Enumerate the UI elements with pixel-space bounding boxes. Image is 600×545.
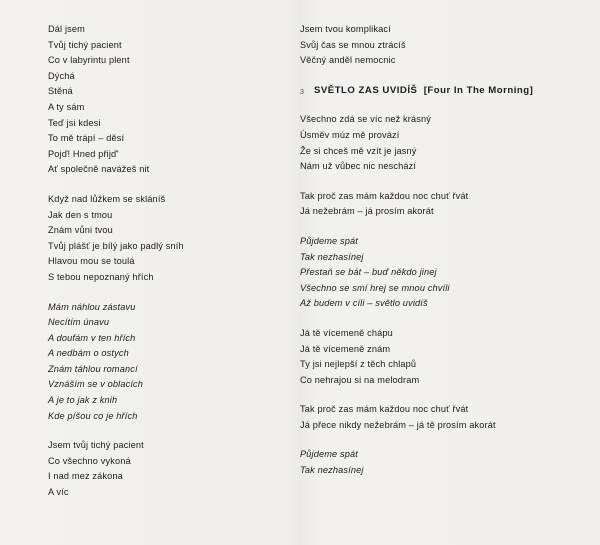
lyrics-column-right bbox=[300, 22, 570, 479]
lyrics-stanza bbox=[300, 234, 570, 312]
lyrics-line: Jsem tvou komplikací bbox=[300, 24, 391, 34]
lyrics-line: Nám už vůbec nic neschází bbox=[300, 161, 417, 172]
lyrics-line: Vznáším se v oblacích bbox=[48, 379, 144, 390]
lyrics-line: Všechno zdá se víc než krásný bbox=[300, 114, 431, 125]
lyrics-line: Tvůj plášť je bílý jako padlý sníh bbox=[48, 240, 184, 251]
lyrics-line: Tak proč zas mám každou noc chuť řvát bbox=[300, 404, 469, 415]
lyrics-line: Kde píšou co je hřích bbox=[48, 410, 138, 421]
lyrics-line: Svůj čas se mnou ztrácíš bbox=[300, 39, 406, 50]
lyrics-line: Tak nezhasínej bbox=[300, 465, 364, 476]
lyrics-line: Všechno se smí hrej se mnou chvíli bbox=[300, 282, 450, 293]
lyrics-line: Necítím únavu bbox=[48, 317, 110, 328]
lyrics-line: A nedbám o ostych bbox=[48, 348, 129, 359]
lyrics-line: Že si chceš mě vzít je jasný bbox=[300, 145, 417, 156]
lyrics-stanza bbox=[300, 447, 570, 478]
lyrics-stanza bbox=[48, 438, 288, 500]
lyrics-line: Půjdeme spát bbox=[300, 235, 358, 246]
lyrics-line: S tebou nepoznaný hřích bbox=[48, 271, 154, 282]
lyrics-line: I nad mez zákona bbox=[48, 471, 123, 482]
lyrics-line: Jak den s tmou bbox=[48, 209, 113, 220]
lyrics-line: Když nad lůžkem se skláníš bbox=[48, 193, 166, 204]
lyrics-line: Stěná bbox=[48, 86, 73, 97]
lyrics-column-left bbox=[48, 22, 288, 501]
lyrics-line: A víc bbox=[48, 487, 69, 498]
lyrics-line: Teď jsi kdesi bbox=[48, 117, 101, 128]
lyrics-line: Dál jsem bbox=[48, 24, 85, 34]
lyrics-stanza bbox=[300, 189, 570, 220]
lyrics-line: A je to jak z knih bbox=[48, 395, 118, 406]
lyrics-line: Půjdeme spát bbox=[300, 449, 358, 460]
lyrics-line: Co v labyrintu plent bbox=[48, 55, 130, 66]
lyrics-line: Ať společně navážeš nit bbox=[48, 164, 150, 175]
lyrics-line: Já přece nikdy nežebrám – já tě prosím akorát bbox=[300, 419, 496, 430]
lyrics-line: Až budem v cíli – světlo uvidíš bbox=[300, 298, 428, 309]
song-subtitle: [Four In The Morning] bbox=[423, 84, 534, 96]
lyrics-line: Co nehrajou si na melodram bbox=[300, 374, 420, 385]
lyrics-line: Mám náhlou zástavu bbox=[48, 301, 136, 312]
lyrics-stanza bbox=[300, 112, 570, 174]
lyrics-line: Úsměv múz mě provází bbox=[300, 129, 400, 140]
lyrics-stanza bbox=[48, 22, 288, 178]
lyrics-line: Tvůj tichý pacient bbox=[48, 39, 122, 50]
lyrics-line: Pojď! Hned přijď' bbox=[48, 148, 119, 159]
song-title: SVĚTLO ZAS UVIDÍŠ [Four In The Morning] bbox=[314, 84, 534, 96]
lyrics-stanza bbox=[300, 402, 570, 433]
lyrics-line: A ty sám bbox=[48, 101, 85, 112]
lyrics-line: Co všechno vykoná bbox=[48, 455, 131, 466]
song-heading bbox=[300, 83, 570, 99]
lyrics-stanza bbox=[48, 192, 288, 286]
lyrics-line: A doufám v ten hřích bbox=[48, 332, 136, 343]
song-number: 3 bbox=[300, 88, 304, 96]
lyrics-line: Já tě vícemeně znám bbox=[300, 343, 391, 354]
lyrics-line: Já tě vícemeně chápu bbox=[300, 327, 393, 338]
lyrics-line: Tak nezhasínej bbox=[300, 251, 364, 262]
lyrics-stanza bbox=[300, 22, 570, 69]
lyrics-stanza bbox=[48, 300, 288, 425]
lyrics-line: To mě trápí – děsí bbox=[48, 133, 125, 144]
lyrics-line: Znám vůni tvou bbox=[48, 225, 113, 236]
lyrics-line: Hlavou mou se toulá bbox=[48, 256, 135, 267]
lyrics-line: Věčný anděl nemocnic bbox=[300, 55, 396, 66]
lyrics-stanza bbox=[300, 326, 570, 388]
lyrics-line: Ty jsi nejlepší z těch chlapů bbox=[300, 359, 417, 370]
lyrics-line: Já nežebrám – já prosím akorát bbox=[300, 206, 434, 217]
lyrics-line: Přestaň se bát – buď někdo jinej bbox=[300, 267, 437, 278]
lyrics-line: Jsem tvůj tichý pacient bbox=[48, 440, 144, 451]
lyrics-line: Dýchá bbox=[48, 70, 75, 81]
lyrics-line: Znám táhlou romancí bbox=[48, 363, 138, 374]
lyrics-line: Tak proč zas mám každou noc chuť řvát bbox=[300, 190, 469, 201]
